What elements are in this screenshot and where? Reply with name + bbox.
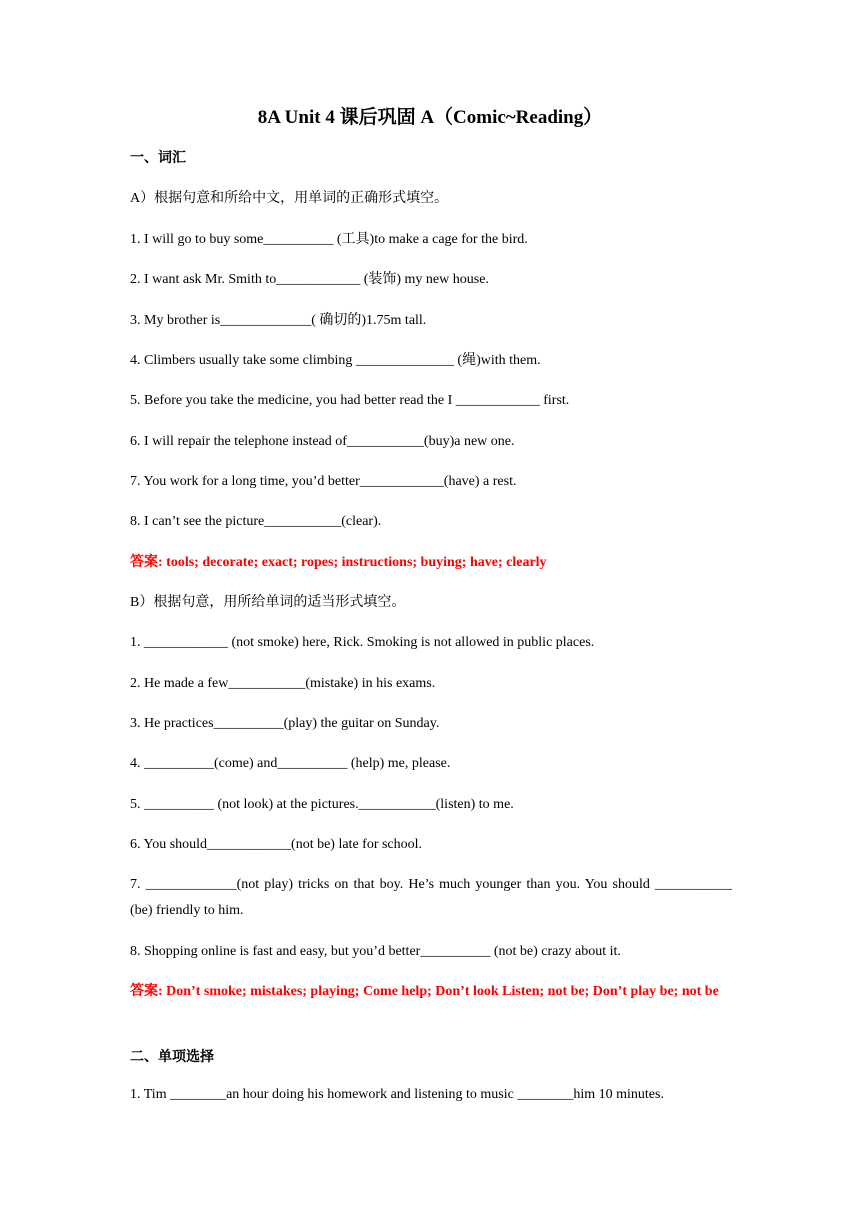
part-a-item-4: 4. Climbers usually take some climbing ______________ (绳)with them. (130, 353, 541, 368)
section-heading-multiple-choice: 二、单项选择 (130, 1050, 214, 1065)
part-a-answer: 答案: tools; decorate; exact; ropes; instructions; buying; have; clearly (130, 555, 547, 570)
part-b-item-7: 7. _____________(not play) tricks on that boy. He’s much younger than you. You should ___________ (be) friendly to him. (130, 877, 732, 918)
part-b-item-3: 3. He practices__________(play) the guitar on Sunday. (130, 716, 440, 731)
part-a-item-7: 7. You work for a long time, you’d better____________(have) a rest. (130, 474, 517, 489)
part-b-item-1: 1. ____________ (not smoke) here, Rick. Smoking is not allowed in public places. (130, 635, 595, 650)
multiple-choice-item-1: 1. Tim ________an hour doing his homework and listening to music ________him 10 minutes. (130, 1087, 664, 1102)
part-b-item-4: 4. __________(come) and__________ (help) me, please. (130, 756, 451, 771)
part-a-item-1: 1. I will go to buy some__________ (工具)to make a cage for the bird. (130, 232, 528, 247)
part-b-instruction: B）根据句意，用所给单词的适当形式填空。 (130, 595, 406, 610)
part-a-instruction: A）根据句意和所给中文，用单词的正确形式填空。 (130, 191, 449, 206)
part-b-item-5: 5. __________ (not look) at the pictures.___________(listen) to me. (130, 797, 514, 812)
part-b-answer: 答案: Don’t smoke; mistakes; playing; Come help; Don’t look Listen; not be; Don’t play be; not be (130, 984, 719, 999)
part-a-item-2: 2. I want ask Mr. Smith to____________ (装饰) my new house. (130, 272, 489, 287)
part-a-item-3: 3. My brother is_____________( 确切的)1.75m tall. (130, 313, 427, 328)
part-a-item-6: 6. I will repair the telephone instead of___________(buy)a new one. (130, 434, 515, 449)
part-b-item-2: 2. He made a few___________(mistake) in his exams. (130, 676, 436, 691)
part-a-item-5: 5. Before you take the medicine, you had better read the I ____________ first. (130, 393, 570, 408)
part-a-item-8: 8. I can’t see the picture___________(clear). (130, 514, 382, 529)
section-heading-vocabulary: 一、词汇 (130, 151, 186, 166)
part-b-item-6: 6. You should____________(not be) late for school. (130, 837, 423, 852)
part-b-item-8: 8. Shopping online is fast and easy, but you’d better__________ (not be) crazy about it. (130, 944, 621, 959)
page-title: 8A Unit 4 课后巩固 A（Comic~Reading） (257, 107, 603, 128)
